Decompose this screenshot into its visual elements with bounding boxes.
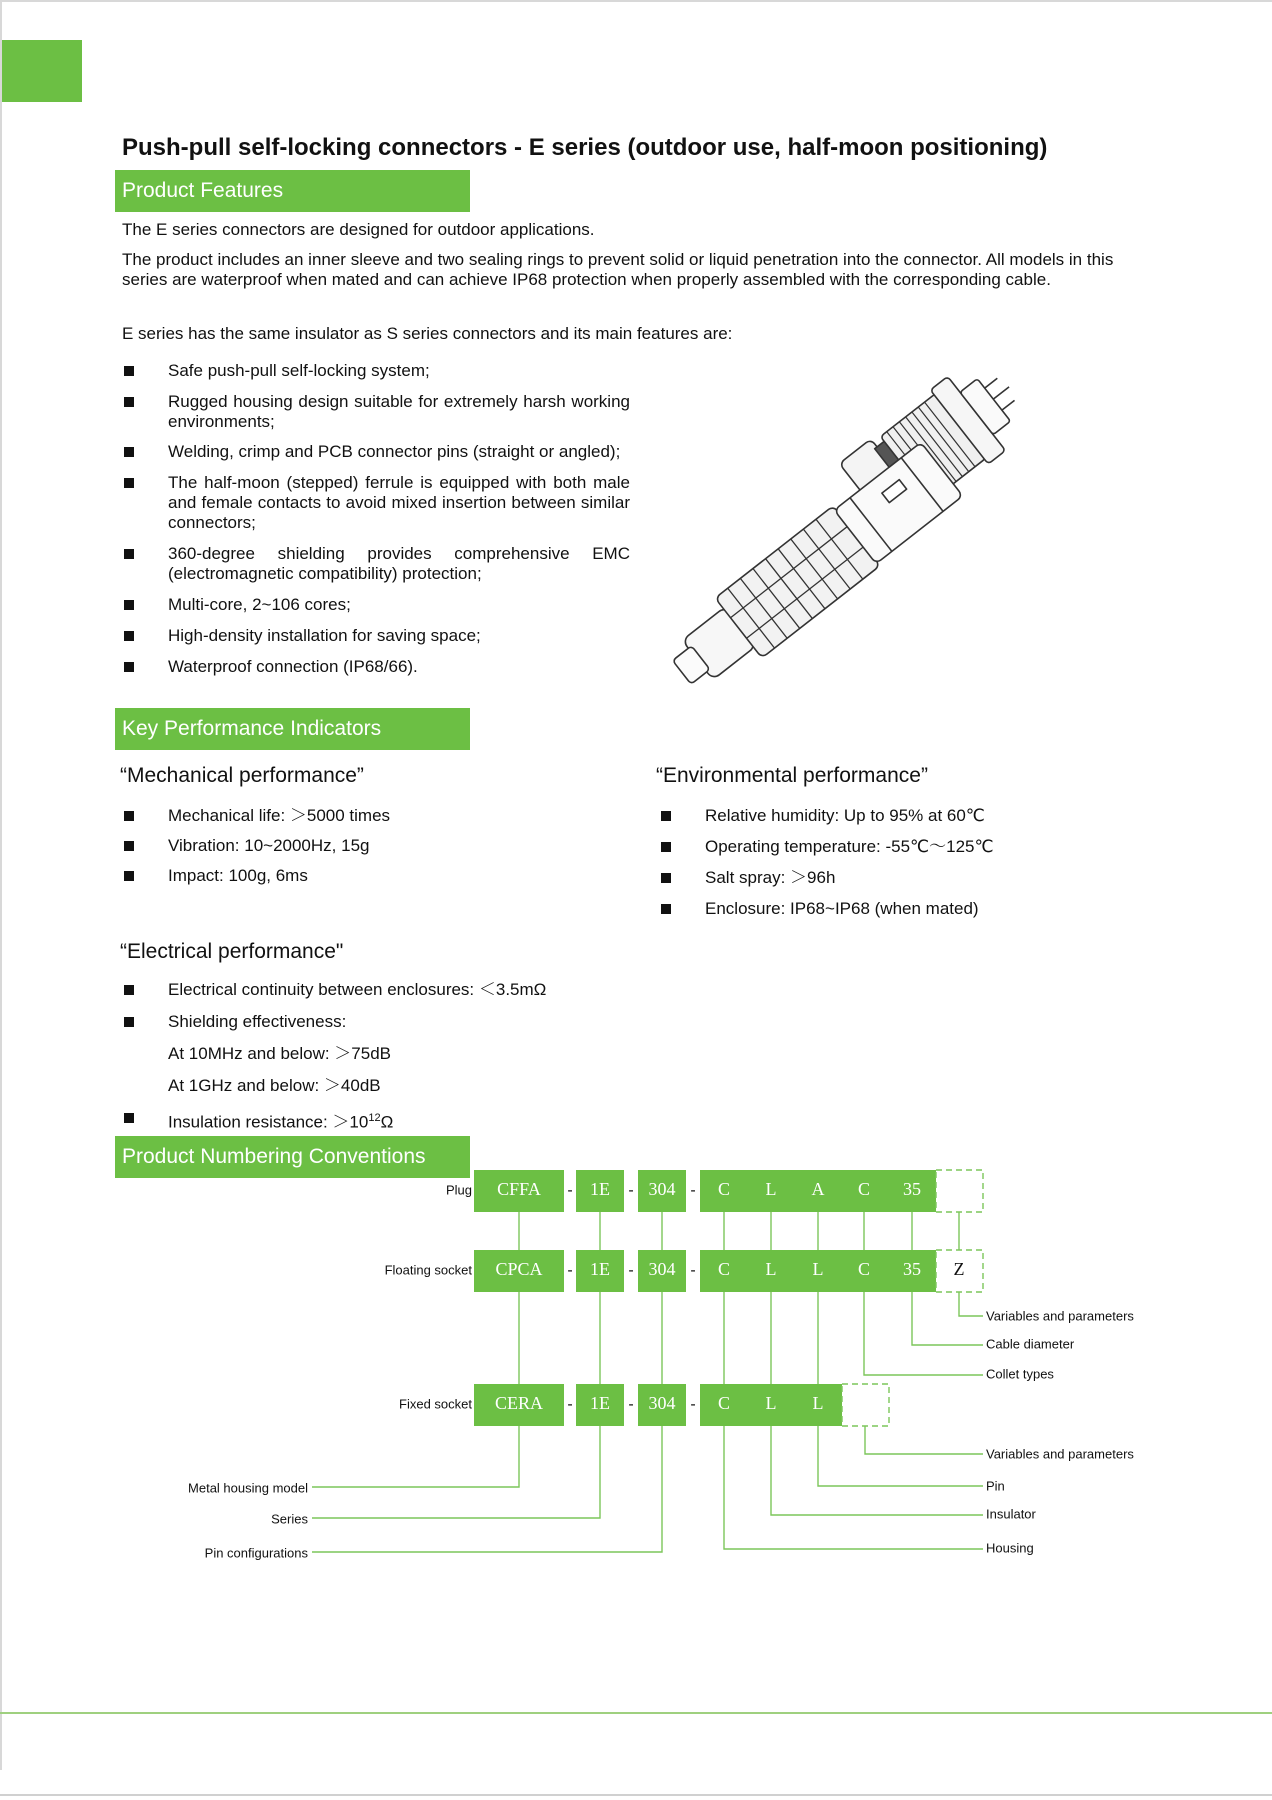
option-code: C (717, 1393, 731, 1414)
list-item: Insulation resistance: $>10^{12}\Omega$ (122, 1108, 546, 1133)
series-code: 1E (590, 1393, 610, 1414)
separator-dash: - (628, 1262, 634, 1280)
separator-dash: - (567, 1262, 573, 1280)
list-item: Impact: 100g, 6ms (122, 866, 390, 886)
option-code: C (857, 1179, 871, 1200)
list-item: Multi-core, 2~106 cores; (122, 595, 630, 615)
features-paragraph-2: The product includes an inner sleeve and two sealing rings to prevent solid or liquid penetration into the connector. All models in this series are waterproof when mated and can achieve IP68 protection when properly assembled with the corresponding cable. (122, 250, 1114, 289)
electrical-title: “Electrical performance" (120, 940, 344, 963)
section-header-kpi: Key Performance Indicators (115, 708, 470, 750)
list-item: Welding, crimp and PCB connector pins (straight or angled); (122, 442, 630, 462)
option-code: 35 (903, 1259, 921, 1280)
list-item: Waterproof connection (IP68/66). (122, 657, 630, 677)
option-code: A (811, 1179, 825, 1200)
series-code: 1E (590, 1179, 610, 1200)
row-label: Fixed socket (399, 1396, 472, 1412)
option-code: 35 (903, 1179, 921, 1200)
list-item: Salt spray: ＞96h (659, 868, 994, 888)
pins-code: 304 (648, 1259, 676, 1280)
shielding-10mhz: At 10MHz and below: ＞75dB (168, 1044, 392, 1063)
features-paragraph-1: The E series connectors are designed for outdoor applications. (122, 220, 595, 239)
separator-dash: - (567, 1182, 573, 1200)
separator-dash: - (690, 1396, 696, 1414)
environmental-title: “Environmental performance” (656, 764, 928, 787)
separator-dash: - (690, 1262, 696, 1280)
leader-label: Variables and parameters (986, 1308, 1134, 1324)
leader-label: Series (271, 1511, 308, 1527)
list-item: Safe push-pull self-locking system; (122, 361, 630, 381)
extra-code-box (936, 1170, 983, 1212)
separator-dash: - (628, 1396, 634, 1414)
list-item: 360-degree shielding provides comprehensive EMC (electromagnetic compatibility) protection; (122, 544, 630, 584)
leader-label: Collet types (986, 1366, 1054, 1382)
shielding-1ghz: At 1GHz and below: ＞40dB (168, 1076, 381, 1095)
list-item: The half-moon (stepped) ferrule is equipped with both male and female contacts to avoid mixed insertion between similar connectors; (122, 473, 630, 533)
row-label: Plug (445, 1182, 472, 1198)
option-code: L (812, 1393, 824, 1414)
separator-dash: - (690, 1182, 696, 1200)
option-code: L (765, 1393, 777, 1414)
leader-label: Housing (986, 1540, 1034, 1556)
section-header-features: Product Features (115, 170, 470, 212)
leader-label: Cable diameter (986, 1336, 1075, 1352)
list-item: Operating temperature: -55℃～125℃ (659, 837, 994, 857)
page-border-bottom (0, 1794, 1272, 1796)
option-code: C (717, 1259, 731, 1280)
leader-label: Metal housing model (188, 1480, 308, 1496)
series-code: 1E (590, 1259, 610, 1280)
list-item: Mechanical life: ＞5000 times (122, 806, 390, 826)
pins-code: 304 (648, 1179, 676, 1200)
extra-code: Z (953, 1259, 965, 1280)
option-code: C (717, 1179, 731, 1200)
leader-label: Pin configurations (204, 1545, 308, 1561)
leader-label: Pin (986, 1478, 1005, 1494)
page-title: Push-pull self-locking connectors - E series (outdoor use, half-moon positioning) (122, 134, 1048, 161)
model-code: CPCA (495, 1259, 543, 1280)
row-label: Floating socket (384, 1262, 472, 1278)
pins-code: 304 (648, 1393, 676, 1414)
extra-code-box (842, 1384, 889, 1426)
option-code: L (765, 1259, 777, 1280)
footer-line (0, 1712, 1272, 1714)
list-item: Vibration: 10~2000Hz, 15g (122, 836, 390, 856)
model-code: CFFA (497, 1179, 541, 1200)
list-item: Rugged housing design suitable for extremely harsh working environments; (122, 392, 630, 432)
section-header-numbering: Product Numbering Conventions (115, 1136, 470, 1178)
separator-dash: - (567, 1396, 573, 1414)
option-code: C (857, 1259, 871, 1280)
mechanical-title: “Mechanical performance” (120, 764, 364, 787)
list-item: Electrical continuity between enclosures: ＜3.5mΩ (122, 980, 546, 1000)
list-item: Enclosure: IP68~IP68 (when mated) (659, 899, 994, 919)
features-paragraph-3: E series has the same insulator as S series connectors and its main features are: (122, 324, 733, 343)
option-code: L (812, 1259, 824, 1280)
list-item: Shielding effectiveness: (122, 1012, 546, 1032)
list-item: High-density installation for saving space; (122, 626, 630, 646)
separator-dash: - (628, 1182, 634, 1200)
leader-label: Variables and parameters (986, 1446, 1134, 1462)
option-code: L (765, 1179, 777, 1200)
model-code: CERA (494, 1393, 544, 1414)
leader-label: Insulator (986, 1506, 1036, 1522)
list-item: Relative humidity: Up to 95% at 60℃ (659, 806, 994, 826)
